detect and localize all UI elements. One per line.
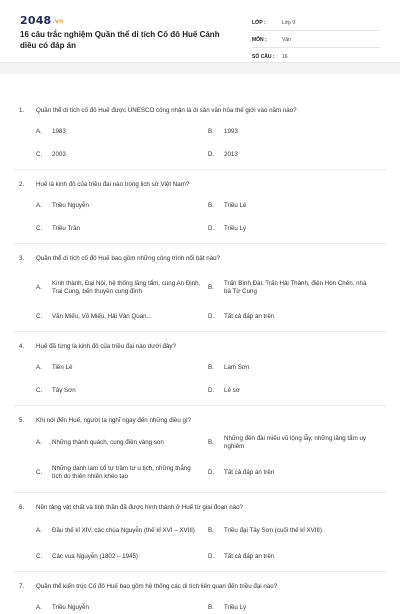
question-text — [0, 106, 400, 115]
option-text: Văn Miếu, Võ Miếu, Hải Vân Quan... — [52, 312, 152, 320]
option-letter: B. — [208, 526, 214, 534]
option-b[interactable] — [208, 280, 380, 297]
option-letter: C. — [36, 150, 43, 158]
meta-value: Văn — [282, 37, 291, 43]
option-letter: A. — [36, 438, 42, 446]
document-title: 16 câu trắc nghiệm Quần thể di tích Cố đô Huế Cánh diều có đáp án — [20, 30, 220, 50]
option-text: Tiền Lê — [52, 363, 73, 371]
question-number: 2. — [19, 181, 25, 188]
option-text: Lam Sơn — [224, 363, 250, 371]
option-d[interactable] — [208, 469, 380, 478]
question-stem: Nền tảng vật chất và tinh thần đã được hình thành ở Huế từ giai đoạn nào? — [36, 504, 243, 511]
option-a[interactable] — [36, 439, 208, 448]
question-text — [0, 503, 400, 512]
option-a[interactable] — [36, 128, 208, 137]
option-text: Triều Lý — [224, 224, 247, 232]
option-b[interactable] — [208, 527, 380, 536]
option-letter: A. — [36, 127, 42, 135]
meta-row-subject — [252, 33, 380, 48]
option-text: 1983 — [52, 127, 66, 135]
question-text — [0, 180, 400, 189]
question-number: 4. — [19, 343, 25, 350]
option-letter: A. — [36, 526, 42, 534]
question-number: 6. — [19, 504, 25, 511]
question-separator — [14, 243, 386, 244]
question-3 — [0, 254, 400, 332]
option-letter: B. — [208, 603, 214, 611]
meta-value: 16 — [282, 54, 288, 60]
option-letter: C. — [36, 224, 43, 232]
question-text — [0, 254, 400, 263]
option-letter: D. — [208, 312, 215, 320]
question-number: 3. — [19, 255, 25, 262]
option-text: Đầu thế kỉ XIV, các chúa Nguyễn (thế kỉ XVI – XVIII) — [52, 526, 195, 534]
option-b[interactable] — [208, 364, 380, 373]
page-header — [0, 0, 400, 62]
question-separator — [14, 169, 386, 170]
option-letter: B. — [208, 283, 214, 291]
option-list — [0, 200, 400, 235]
option-text: Lê sơ — [224, 386, 240, 394]
option-letter: A. — [36, 363, 42, 371]
option-list — [0, 362, 400, 397]
question-separator — [14, 492, 386, 493]
question-number: 5. — [19, 417, 25, 424]
option-c[interactable] — [36, 553, 208, 562]
logo-suffix: .vn — [52, 18, 64, 25]
option-letter: B. — [208, 201, 214, 209]
option-letter: A. — [36, 283, 42, 291]
option-text: Những đền đài miếu vũ lộng lẫy, những lăng tẩm uy nghiêm — [224, 434, 366, 450]
question-stem: Quần thể kiến trúc Cố đô Huế bao gồm hệ thống các di tích liên quan đến triều đại nào? — [36, 583, 278, 590]
option-text: Triều Nguyễn — [52, 201, 89, 209]
option-letter: D. — [208, 552, 215, 560]
option-a[interactable] — [36, 527, 208, 536]
meta-key: MÔN : — [252, 37, 267, 43]
logo-main: 2048 — [20, 14, 52, 27]
option-b[interactable] — [208, 604, 380, 613]
option-b[interactable] — [208, 128, 380, 137]
option-text: Tất cả đáp án trên — [224, 552, 275, 560]
option-letter: B. — [208, 127, 214, 135]
option-a[interactable] — [36, 280, 208, 297]
meta-key: LỚP : — [252, 20, 266, 26]
option-letter: C. — [36, 312, 43, 320]
question-5 — [0, 416, 400, 493]
option-text: Kinh thành, Đại Nội, hệ thống lăng tẩm, cung An Định, Trai Cung, bến thuyền cung đình — [52, 279, 201, 295]
question-2 — [0, 180, 400, 244]
question-stem: Quần thể di tích cố đô Huế được UNESCO công nhận là di sản văn hóa thế giới vào năm nào? — [36, 107, 297, 114]
option-letter: B. — [208, 363, 214, 371]
option-list — [0, 126, 400, 161]
question-7 — [0, 582, 400, 614]
meta-key: SỐ CÂU : — [252, 54, 275, 60]
question-stem: Khi nói đến Huế, người ta nghĩ ngay đến những điều gì? — [36, 417, 192, 424]
site-logo[interactable] — [20, 14, 63, 27]
question-number: 7. — [19, 583, 25, 590]
option-letter: D. — [208, 224, 215, 232]
option-text: Triều Lý — [224, 603, 247, 611]
question-text — [0, 582, 400, 591]
question-stem: Huế đã từng là kinh đô của triều đại nào dưới đây? — [36, 343, 176, 350]
question-stem: Quần thể di tích cố đô Huế bao gồm những công trình nổi bật nào? — [36, 255, 221, 262]
option-letter: D. — [208, 468, 215, 476]
option-list — [0, 432, 400, 484]
option-text: Tất cả đáp án trên — [224, 312, 275, 320]
meta-value: Lớp 9 — [282, 20, 296, 26]
option-text: Những danh lam cổ tự trầm tư u tịch, những thắng tích do thiên nhiên khéo tạo — [52, 464, 191, 480]
option-text: Triều Lê — [224, 201, 247, 209]
option-list — [0, 520, 400, 563]
question-6 — [0, 503, 400, 572]
question-stem: Huế là kinh đô của triều đại nào trong lịch sử Việt Nam? — [36, 181, 190, 188]
option-letter: B. — [208, 438, 214, 446]
option-letter: D. — [208, 150, 215, 158]
question-4 — [0, 342, 400, 406]
option-d[interactable] — [208, 387, 380, 396]
option-letter: C. — [36, 468, 43, 476]
option-text: Trấn Bình Đài, Trấn Hải Thành, điện Hòn Chén, nhà bà Từ Cung — [224, 279, 367, 295]
option-text: 2003 — [52, 150, 66, 158]
option-letter: D. — [208, 386, 215, 394]
option-d[interactable] — [208, 313, 380, 322]
option-c[interactable] — [36, 465, 208, 482]
option-text: Triều Nguyễn — [52, 603, 89, 611]
meta-row-grade — [252, 16, 380, 31]
question-list — [0, 80, 400, 614]
option-text: Tây Sơn — [52, 386, 76, 394]
option-d[interactable] — [208, 225, 380, 234]
header-divider-line — [0, 62, 400, 63]
option-d[interactable] — [208, 151, 380, 160]
question-text — [0, 342, 400, 351]
question-1 — [0, 106, 400, 170]
option-letter: A. — [36, 603, 42, 611]
question-number: 1. — [19, 107, 25, 114]
option-letter: C. — [36, 552, 43, 560]
option-c[interactable] — [36, 225, 208, 234]
option-d[interactable] — [208, 553, 380, 562]
option-list — [0, 602, 400, 614]
option-text: 2013 — [224, 150, 238, 158]
option-a[interactable] — [36, 364, 208, 373]
option-letter: A. — [36, 201, 42, 209]
option-a[interactable] — [36, 202, 208, 211]
document-meta — [252, 16, 380, 67]
header-divider-band — [0, 62, 400, 74]
option-c[interactable] — [36, 387, 208, 396]
option-text: Triều đại Tây Sơn (cuối thế kỉ XVIII) — [224, 526, 322, 534]
question-separator — [14, 331, 386, 332]
option-text: Các vua Nguyễn (1802 – 1945) — [52, 552, 138, 560]
question-separator — [14, 405, 386, 406]
option-c[interactable] — [36, 151, 208, 160]
option-text: Triều Trần — [52, 224, 80, 232]
option-list — [0, 271, 400, 323]
option-b[interactable] — [208, 435, 380, 452]
question-separator — [14, 571, 386, 572]
option-a[interactable] — [36, 604, 208, 613]
option-letter: C. — [36, 386, 43, 394]
option-text: Những thành quách, cung điện vàng son — [52, 438, 164, 446]
option-c[interactable] — [36, 313, 208, 322]
option-text: Tất cả đáp án trên — [224, 468, 275, 476]
option-b[interactable] — [208, 202, 380, 211]
question-text — [0, 416, 400, 425]
option-text: 1993 — [224, 127, 238, 135]
